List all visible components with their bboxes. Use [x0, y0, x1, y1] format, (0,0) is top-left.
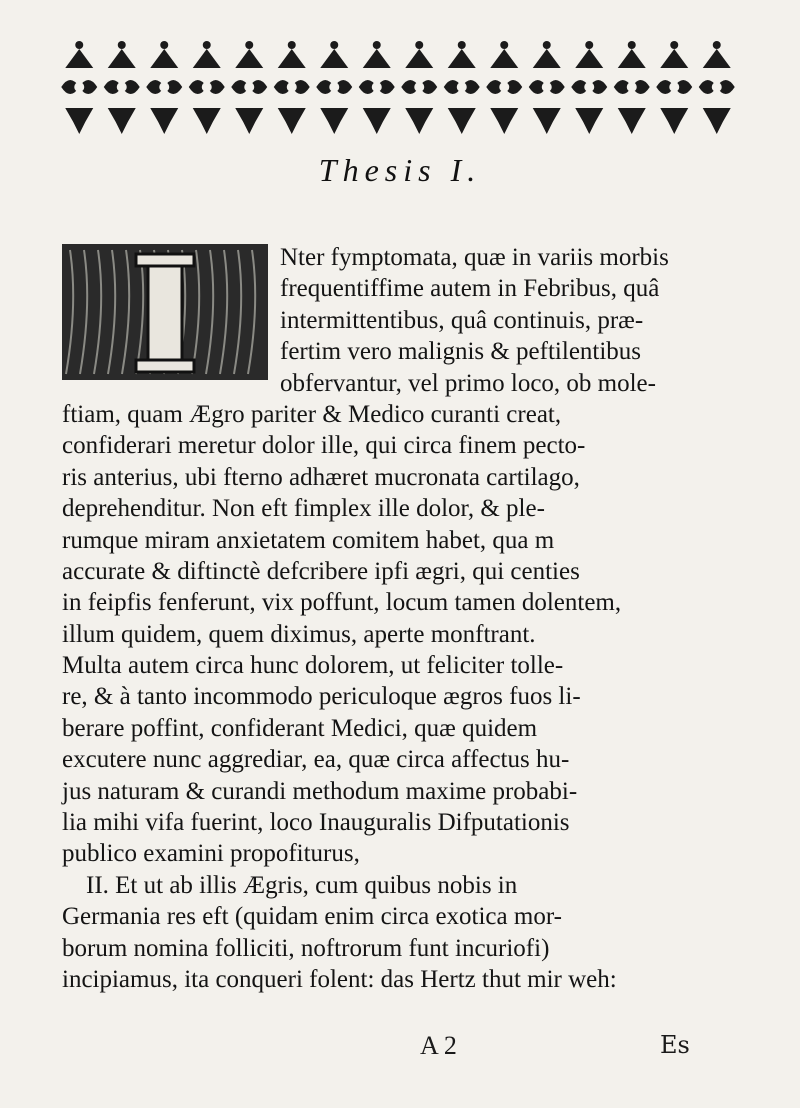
- text-line: borum nomina folliciti, noftrorum funt incuriofi): [62, 934, 550, 962]
- fleuron-icon: [316, 80, 352, 94]
- fleuron-icon: [575, 108, 603, 134]
- fleuron-icon: [490, 41, 518, 68]
- text-line: excutere nunc aggrediar, ea, quæ circa affectus hu-: [62, 746, 570, 774]
- text-line: jus naturam & curandi methodum maxime probabi-: [62, 777, 578, 805]
- fleuron-icon: [146, 80, 182, 94]
- text-line: obfervantur, vel primo loco, ob mole-: [280, 369, 656, 397]
- text-line: II. Et ut ab illis Ægris, cum quibus nobis in: [86, 871, 518, 899]
- text-line: Nter fymptomata, quæ in variis morbis: [280, 244, 669, 271]
- fleuron-icon: [571, 80, 607, 94]
- fleuron-icon: [448, 41, 476, 68]
- text-line: deprehenditur. Non eft fimplex ille dolor, & ple-: [62, 495, 545, 523]
- text-line: lia mihi vifa fuerint, loco Inauguralis Difputationis: [62, 809, 570, 837]
- fleuron-icon: [529, 80, 565, 94]
- signature-mark: A 2: [420, 1031, 457, 1060]
- text-line: re, & à tanto incommodo periculoque ægros fuos li-: [62, 683, 581, 711]
- fleuron-icon: [533, 108, 561, 134]
- fleuron-icon: [656, 80, 692, 94]
- text-line: in feipfis fenferunt, vix poffunt, locum tamen dolentem,: [62, 589, 622, 617]
- page-footer: [0, 1031, 800, 1065]
- fleuron-icon: [150, 108, 178, 134]
- text-line: fertim vero malignis & peftilentibus: [280, 338, 642, 366]
- text-line: publico examini propofiturus,: [62, 840, 360, 868]
- fleuron-icon: [193, 108, 221, 134]
- fleuron-icon: [235, 41, 263, 68]
- fleuron-icon: [405, 41, 433, 68]
- text-line: Multa autem circa hunc dolorem, ut feliciter tolle-: [62, 652, 564, 680]
- ornament-band: [58, 38, 738, 138]
- text-line: illum quidem, quem diximus, aperte monftrant.: [62, 620, 536, 648]
- fleuron-icon: [448, 108, 476, 134]
- fleuron-icon: [405, 108, 433, 134]
- fleuron-icon: [359, 80, 395, 94]
- text-line: ris anterius, ubi fterno adhæret mucronata cartilago,: [62, 463, 580, 491]
- text-line: Germania res eft (quidam enim circa exotica mor-: [62, 903, 562, 931]
- fleuron-icon: [575, 41, 603, 68]
- text-line: rumque miram anxietatem comitem habet, qua m: [62, 526, 555, 554]
- fleuron-icon: [614, 80, 650, 94]
- text-line: frequentiffime autem in Febribus, quâ: [280, 275, 660, 303]
- text-line: accurate & diftinctè defcribere ipfi ægri, qui centies: [62, 557, 580, 585]
- fleuron-icon: [65, 108, 93, 134]
- fleuron-icon: [320, 41, 348, 68]
- text-line: incipiamus, ita conqueri folent: das Hertz thut mir weh:: [62, 965, 617, 993]
- fleuron-icon: [533, 41, 561, 68]
- fleuron-icon: [660, 108, 688, 134]
- catchword: Es: [660, 1031, 690, 1059]
- fleuron-icon: [703, 41, 731, 68]
- fleuron-icon: [278, 108, 306, 134]
- fleuron-icon: [660, 41, 688, 68]
- fleuron-icon: [490, 108, 518, 134]
- fleuron-icon: [108, 108, 136, 134]
- fleuron-icon: [274, 80, 310, 94]
- fleuron-icon: [104, 80, 140, 94]
- fleuron-icon: [189, 80, 225, 94]
- fleuron-icon: [150, 41, 178, 68]
- fleuron-icon: [235, 108, 263, 134]
- fleuron-icon: [486, 80, 522, 94]
- fleuron-icon: [703, 108, 731, 134]
- thesis-paragraph: [62, 242, 720, 995]
- fleuron-icon: [231, 80, 267, 94]
- fleuron-icon: [401, 80, 437, 94]
- fleuron-icon: [108, 41, 136, 68]
- fleuron-icon: [363, 41, 391, 68]
- fleuron-icon: [699, 80, 735, 94]
- fleuron-icon: [61, 80, 97, 94]
- fleuron-icon: [278, 41, 306, 68]
- thesis-heading: Thesis I.: [318, 152, 482, 188]
- fleuron-icon: [618, 108, 646, 134]
- fleuron-icon: [618, 41, 646, 68]
- text-line: confiderari meretur dolor ille, qui circa finem pecto-: [62, 432, 586, 460]
- fleuron-icon: [363, 108, 391, 134]
- text-line: ftiam, quam Ægro pariter & Medico curanti creat,: [62, 400, 562, 428]
- text-line: intermittentibus, quâ continuis, præ-: [280, 306, 644, 334]
- fleuron-icon: [193, 41, 221, 68]
- text-line: berare poffint, confiderant Medici, quæ quidem: [62, 714, 538, 742]
- fleuron-icon: [65, 41, 93, 68]
- fleuron-icon: [320, 108, 348, 134]
- fleuron-icon: [444, 80, 480, 94]
